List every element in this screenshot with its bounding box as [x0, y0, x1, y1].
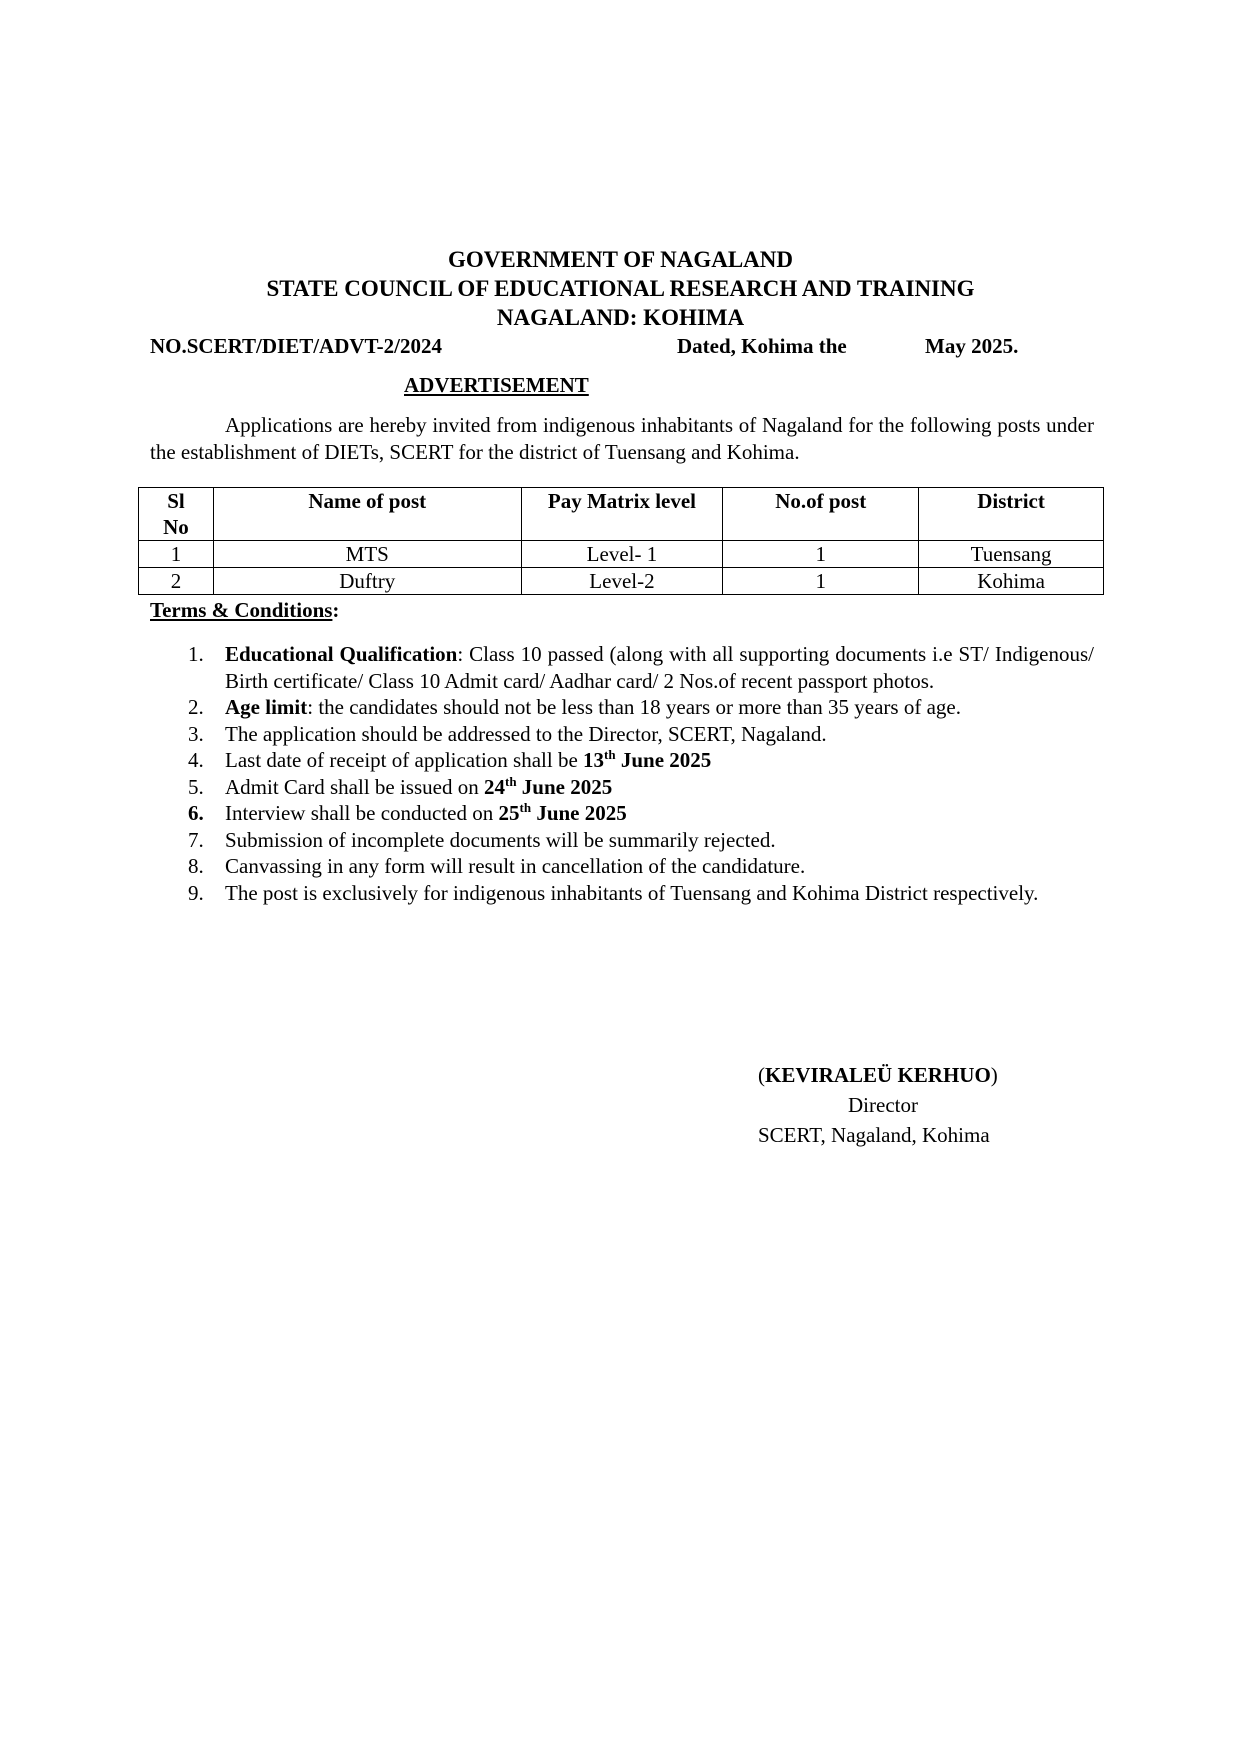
- list-item: 3. The application should be addressed to the Director, SCERT, Nagaland.: [188, 721, 827, 746]
- cell-sl: 1: [139, 541, 214, 568]
- header-no-of-post: No.of post: [723, 488, 919, 541]
- header-district: District: [919, 488, 1104, 541]
- list-item: 6. Interview shall be conducted on 25th June 2025: [188, 800, 627, 825]
- list-item: 7. Submission of incomplete documents will be summarily rejected.: [188, 827, 776, 852]
- cell-name: Duftry: [213, 568, 521, 595]
- cell-district: Kohima: [919, 568, 1104, 595]
- list-item: 1. Educational Qualification: Class 10 passed (along with all supporting documents i.e ST/ Indigenous/ Birth certificate/ Class 10 Admit card/ Aadhar card/ 2 Nos.of recent passport photos.: [188, 642, 1094, 693]
- reference-number: NO.SCERT/DIET/ADVT-2/2024: [150, 334, 442, 358]
- cell-sl: 2: [139, 568, 214, 595]
- signatory-designation: Director: [848, 1093, 918, 1117]
- table-header-row: [139, 488, 1104, 541]
- terms-list: [150, 641, 1094, 906]
- list-item: 8. Canvassing in any form will result in cancellation of the candidature.: [188, 854, 806, 878]
- header-location: NAGALAND: KOHIMA: [496, 305, 745, 330]
- document-title: ADVERTISEMENT: [404, 373, 589, 397]
- signatory-name: (KEVIRALEÜ KERHUO): [758, 1063, 998, 1087]
- header-pay-matrix: Pay Matrix level: [521, 488, 723, 541]
- list-item: 5. Admit Card shall be issued on 24th June 2025: [188, 773, 613, 799]
- dated-label: Dated, Kohima the: [677, 334, 847, 358]
- cell-name: MTS: [213, 541, 521, 568]
- header-council: STATE COUNCIL OF EDUCATIONAL RESEARCH AND TRAINING: [266, 276, 975, 301]
- intro-text: Applications are hereby invited from indigenous inhabitants of Nagaland for the following posts under the establishment of DIETs, SCERT for the district of Tuensang and Kohima.: [150, 413, 1094, 464]
- cell-pay: Level-2: [521, 568, 723, 595]
- cell-posts: 1: [723, 541, 919, 568]
- header-sl-no: Sl No: [139, 488, 214, 541]
- posts-table: [138, 487, 1104, 595]
- cell-district: Tuensang: [919, 541, 1104, 568]
- table-row: [139, 568, 1104, 595]
- intro-paragraph: [150, 412, 1094, 466]
- list-item: 4. Last date of receipt of application shall be 13th June 2025: [188, 747, 712, 772]
- cell-posts: 1: [723, 568, 919, 595]
- reference-date: May 2025.: [925, 334, 1019, 358]
- signatory-office: SCERT, Nagaland, Kohima: [758, 1123, 990, 1147]
- header-name-of-post: Name of post: [213, 488, 521, 541]
- table-row: [139, 541, 1104, 568]
- terms-heading: Terms & Conditions:: [150, 598, 340, 622]
- header-government: GOVERNMENT OF NAGALAND: [447, 247, 793, 272]
- list-item: 9. The post is exclusively for indigenous inhabitants of Tuensang and Kohima District respectively.: [188, 880, 1039, 905]
- list-item: 2. Age limit: the candidates should not be less than 18 years or more than 35 years of age.: [188, 695, 961, 719]
- cell-pay: Level- 1: [521, 541, 723, 568]
